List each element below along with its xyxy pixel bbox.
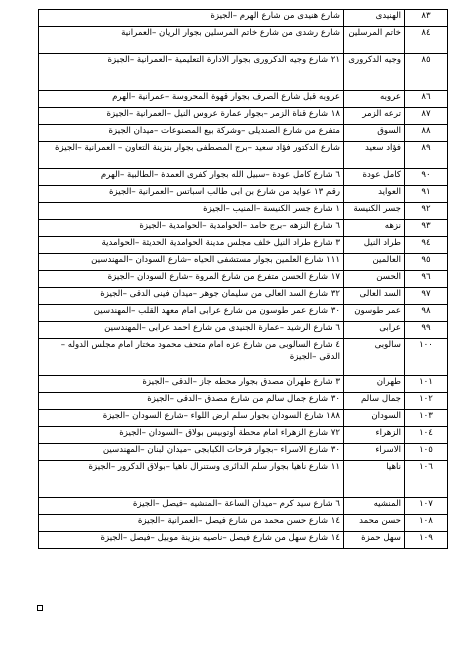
- address-cell: ١٤ شارع حسن محمد من شارع فيصل –العمرانية –الجيزة: [39, 515, 344, 532]
- row-number-cell: ٩٢: [405, 203, 448, 220]
- branch-name-cell: طهران: [344, 376, 405, 393]
- row-number-cell: ٩٥: [405, 254, 448, 271]
- branch-name-cell: عمر طوسون: [344, 305, 405, 322]
- branch-name-cell: العوايد: [344, 186, 405, 203]
- table-row: [39, 444, 448, 461]
- branches-table-body: [39, 10, 448, 549]
- table-row: [39, 376, 448, 393]
- address-cell: ٦ شارع سيد كرم –ميدان الساعة –المنشيه –فيصل –الجيزة: [39, 498, 344, 515]
- branch-name-cell: السودان: [344, 410, 405, 427]
- address-cell: ١٤ شارع سهل من شارع فيصل –ناصيه بنزينة موبيل –فيصل –الجيزة: [39, 532, 344, 549]
- branch-name-cell: عرابى: [344, 322, 405, 339]
- table-row: [39, 142, 448, 169]
- branches-table: [38, 9, 448, 549]
- table-row: [39, 186, 448, 203]
- row-number-cell: ١٠٧: [405, 498, 448, 515]
- table-row: [39, 91, 448, 108]
- address-cell: ٣٠ شارع عمر طوسون من شارع عرابى امام معهد القلب –المهندسين: [39, 305, 344, 322]
- row-number-cell: ٩٨: [405, 305, 448, 322]
- row-number-cell: ٩٣: [405, 220, 448, 237]
- row-number-cell: ٨٨: [405, 125, 448, 142]
- table-row: [39, 461, 448, 498]
- row-number-cell: ٨٥: [405, 54, 448, 91]
- row-number-cell: ٨٣: [405, 10, 448, 27]
- branch-name-cell: عروبه: [344, 91, 405, 108]
- address-cell: ٢١ شارع وجيه الدكرورى بجوار الادارة التعليمية –العمرانية –الجيزة: [39, 54, 344, 91]
- address-cell: متفرع من شارع الصنديلى –وشركة بيع المصنوعات –ميدان الجيزة: [39, 125, 344, 142]
- table-row: [39, 237, 448, 254]
- table-row: [39, 427, 448, 444]
- branch-name-cell: ناهيا: [344, 461, 405, 498]
- row-number-cell: ٩٤: [405, 237, 448, 254]
- branch-name-cell: ترعه الزمر: [344, 108, 405, 125]
- table-row: [39, 169, 448, 186]
- row-number-cell: ١٠٨: [405, 515, 448, 532]
- address-cell: ٣٢ شارع السد العالى من سليمان جوهر –ميدان فينى الدقى –الجيزة: [39, 288, 344, 305]
- address-cell: ١ شارع جسر الكنيسة –المنيب –الجيزة: [39, 203, 344, 220]
- paragraph-end-mark: [37, 605, 43, 611]
- row-number-cell: ١٠١: [405, 376, 448, 393]
- table-row: [39, 322, 448, 339]
- table-row: [39, 10, 448, 27]
- address-cell: ٣٠ شارع جمال سالم من شارع مصدق –الدقى –الجيزة: [39, 393, 344, 410]
- branch-name-cell: الزهراء: [344, 427, 405, 444]
- row-number-cell: ١٠٩: [405, 532, 448, 549]
- address-cell: ١١١ شارع العلمين بجوار مستشفى الحياه –شارع السودان –المهندسين: [39, 254, 344, 271]
- address-cell: شارع الدكتور فؤاد سعيد –برج المصطفى بجوار بنزينة التعاون – العمرانية –الجيزة: [39, 142, 344, 169]
- address-cell: ١٨ شارع قناة الزمر –بجوار عمارة عروس النيل –العمرانية –الجيزة: [39, 108, 344, 125]
- address-cell: ٦ شارع الرشيد –عمارة الجنيدى من شارع احمد عرابى –المهندسين: [39, 322, 344, 339]
- address-cell: ٣ شارع طراد النيل خلف مجلس مدينة الحوامدية الحديثة –الحوامدية: [39, 237, 344, 254]
- branch-name-cell: سهل حمزة: [344, 532, 405, 549]
- branch-name-cell: كامل عودة: [344, 169, 405, 186]
- table-row: [39, 220, 448, 237]
- table-row: [39, 125, 448, 142]
- branch-name-cell: العالمين: [344, 254, 405, 271]
- branch-name-cell: خاتم المرسلين: [344, 27, 405, 54]
- branch-name-cell: الهنيدى: [344, 10, 405, 27]
- branch-name-cell: جمال سالم: [344, 393, 405, 410]
- address-cell: ٣ شارع طهران مصدق بجوار محطه جاز –الدقى –الجيزة: [39, 376, 344, 393]
- table-row: [39, 203, 448, 220]
- address-cell: ٧٢ شارع الزهراء امام محطة أوتوبيس بولاق –السودان –الجيزة: [39, 427, 344, 444]
- address-cell: ١٧ شارع الحسن متفرع من شارع المروة –شارع السودان –الجيزة: [39, 271, 344, 288]
- address-cell: ٣٠ شارع الاسراء –بجوار فرحات الكبابجى –ميدان لبنان –المهندسين: [39, 444, 344, 461]
- row-number-cell: ٩٠: [405, 169, 448, 186]
- table-row: [39, 305, 448, 322]
- table-row: [39, 410, 448, 427]
- row-number-cell: ١٠٣: [405, 410, 448, 427]
- row-number-cell: ٨٧: [405, 108, 448, 125]
- branch-name-cell: المنشيه: [344, 498, 405, 515]
- branch-name-cell: الحسن: [344, 271, 405, 288]
- branch-name-cell: السد العالى: [344, 288, 405, 305]
- address-cell: ١١ شارع ناهيا بجوار سلم الدائرى وستنرال ناهيا –بولاق الدكرور –الجيزة: [39, 461, 344, 498]
- table-row: [39, 498, 448, 515]
- address-cell: ١٨٨ شارع السودان بجوار سلم ارض اللواء –شارع السودان –الجيزة: [39, 410, 344, 427]
- row-number-cell: ١٠٢: [405, 393, 448, 410]
- address-cell: ٤ شارع السالوبى من شارع عزه امام متحف محمود مختار امام مجلس الدوله –الدقى –الجيزة: [39, 339, 344, 376]
- branch-name-cell: جسر الكنيسة: [344, 203, 405, 220]
- branch-name-cell: طراد النيل: [344, 237, 405, 254]
- row-number-cell: ٩٧: [405, 288, 448, 305]
- address-cell: شارع هنيدى من شارع الهرم –الجيزة: [39, 10, 344, 27]
- row-number-cell: ٩٩: [405, 322, 448, 339]
- table-row: [39, 254, 448, 271]
- branch-name-cell: سالوبى: [344, 339, 405, 376]
- row-number-cell: ١٠٦: [405, 461, 448, 498]
- table-row: [39, 271, 448, 288]
- row-number-cell: ٩٦: [405, 271, 448, 288]
- address-cell: ٦ شارع كامل عودة –سبيل الله بجوار كفرى العمدة –الطالبية –الهرم: [39, 169, 344, 186]
- table-row: [39, 288, 448, 305]
- table-row: [39, 532, 448, 549]
- branch-name-cell: السوق: [344, 125, 405, 142]
- row-number-cell: ١٠٠: [405, 339, 448, 376]
- row-number-cell: ١٠٤: [405, 427, 448, 444]
- address-cell: رقم ١٣ عوايد من شارع بن ابى طالب اسباتس –العمرانية –الجيزة: [39, 186, 344, 203]
- table-row: [39, 515, 448, 532]
- row-number-cell: ١٠٥: [405, 444, 448, 461]
- table-row: [39, 339, 448, 376]
- branch-name-cell: فؤاد سعيد: [344, 142, 405, 169]
- branch-name-cell: نزهه: [344, 220, 405, 237]
- table-row: [39, 108, 448, 125]
- row-number-cell: ٨٦: [405, 91, 448, 108]
- branch-name-cell: الاسراء: [344, 444, 405, 461]
- table-row: [39, 393, 448, 410]
- row-number-cell: ٩١: [405, 186, 448, 203]
- table-row: [39, 27, 448, 54]
- branch-name-cell: حسن محمد: [344, 515, 405, 532]
- address-cell: عروبه قبل شارع الصرف بجوار قهوة المحروسة –عمرانية –الهرم: [39, 91, 344, 108]
- row-number-cell: ٨٤: [405, 27, 448, 54]
- address-cell: ٦ شارع النزهه –برج حامد –الحوامدية –الحوامدية –الجيزة: [39, 220, 344, 237]
- branch-name-cell: وجيه الدكرورى: [344, 54, 405, 91]
- row-number-cell: ٨٩: [405, 142, 448, 169]
- table-row: [39, 54, 448, 91]
- address-cell: شارع رشدى من شارع خاتم المرسلين بجوار الريان –العمرانية: [39, 27, 344, 54]
